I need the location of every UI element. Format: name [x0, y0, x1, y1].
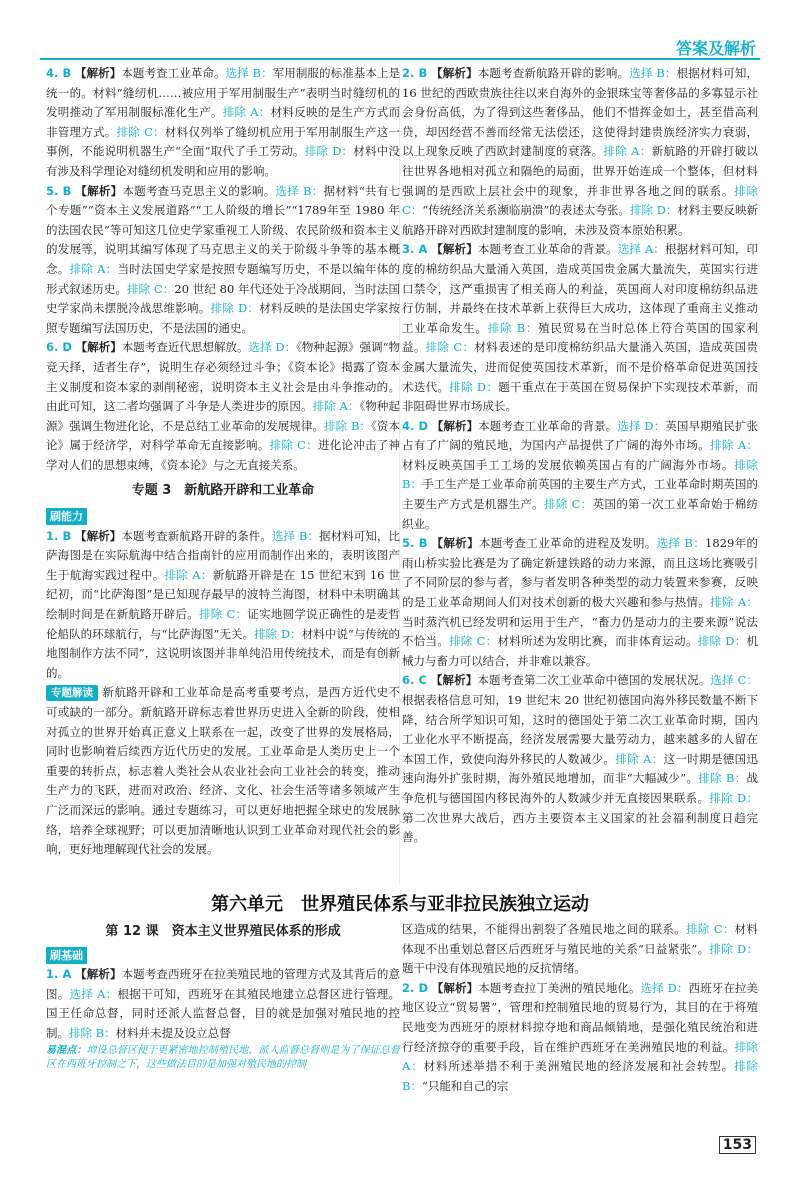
- exclude-marker: 排除 A：: [222, 105, 271, 120]
- answer-text: 英国早期殖民扩张占有了广阔的殖民地，为国内产品提供了广阔的海外市场。: [402, 418, 759, 453]
- analysis-tag: 【解析】: [74, 528, 122, 543]
- exclude-marker: 排除 A：: [164, 567, 213, 582]
- exclude-marker: 排除 C：: [425, 340, 475, 355]
- exclude-marker: 排除 C：: [127, 281, 175, 296]
- choice-marker: 选择 B：: [275, 183, 324, 198]
- topic-note-label: 专题解读: [46, 685, 98, 701]
- answer-text: 20 世纪 80 年代还处于冷战期间，当时法国史学家尚未摆脱冷战思维影响。: [46, 281, 401, 316]
- answer-text: 殖民贸易在当时总体上符合英国的国家利益。: [402, 320, 759, 355]
- answer-text: 题干中没有体现殖民地的反抗情绪。: [402, 961, 586, 976]
- answer-text: 根据干可知，西班牙在其殖民地建立总督区进行管理。国王任命总督，同时还派人监督总督，目的就是加强对殖民地的控制。: [46, 986, 401, 1040]
- exclude-marker: 排除 B：: [69, 1025, 116, 1040]
- answer-number: 5. B: [46, 183, 72, 198]
- exclude-marker: 排除 A：: [402, 1039, 759, 1074]
- answer-text: 本题考查工业革命的进程及发明。: [478, 536, 657, 551]
- exclude-marker: 排除 A：: [615, 751, 664, 766]
- answer-number: 6. D: [46, 340, 72, 355]
- left-answer-list: [46, 64, 400, 475]
- handwritten-note: [46, 1044, 400, 1072]
- exclude-marker: 排除 D：: [449, 379, 499, 394]
- answer-item: [46, 338, 400, 475]
- ability-answer: [46, 527, 400, 684]
- analysis-tag: 【解析】: [431, 980, 479, 995]
- answer-item: [402, 64, 758, 240]
- answer-text: 题干重点在于英国在贸易保护下实现技术革新，而非阻碍世界市场成长。: [402, 379, 758, 414]
- answer-number: 6. C: [402, 673, 427, 688]
- ability-label: 刷能力: [46, 508, 87, 525]
- analysis-tag: 【解析】: [75, 340, 122, 355]
- answer-text: 材料反映的是法国史学家按照专题编写法国历史，不是法国的通史。: [46, 301, 401, 335]
- ability-header: [46, 507, 400, 527]
- answer-text: 1829年的雨山桥实验比赛是为了确定新建铁路的动力来源，而且这场比赛吸引了不同阶层的参与者，参与者发明各种类型的动力装置来参赛，反映的是工业革命期间人们对技术创新的极大兴趣和参与热情。: [402, 536, 759, 610]
- header-rule: [40, 58, 760, 60]
- exclude-marker: 排除 D：: [709, 941, 758, 956]
- answer-text: 本题考查工业革命的背景。: [478, 418, 618, 433]
- handwritten-note-label: 易混点：: [46, 1044, 87, 1056]
- answer-item: [46, 64, 400, 182]
- answer-text: 材料仅列举了缝纫机应用于军用制服生产这一事例，不能说明机器生产“全面”取代了手工劳动。: [46, 124, 400, 159]
- answer-text: 当时法国史学家是按照专题编写历史，不是以编年体的形式叙述历史。: [46, 261, 401, 296]
- analysis-tag: 【解析】: [431, 418, 479, 433]
- basic-answer-1: [46, 965, 400, 1043]
- topic-note: [46, 683, 400, 859]
- answer-number: 3. A: [402, 242, 428, 257]
- exclude-marker: 排除 C：: [686, 922, 735, 936]
- answer-text: 本题考查工业革命。: [121, 66, 226, 80]
- continued-answer: [402, 920, 758, 979]
- exclude-marker: 排除 A：: [710, 438, 758, 453]
- answer-text: 新航路的开辟打破以往世界各地相对孤立和隔绝的局面，世界开始连成一个整体，但材料强调的是西欧上层社会中的现象，并非世界各地之间的联系。: [402, 144, 758, 198]
- answer-text: 进化论冲击了神学对人们的思想束缚，《资本论》与之无直接关系。: [46, 438, 400, 472]
- choice-marker: 选择 B：: [629, 66, 677, 80]
- choice-marker: 选择 B：: [656, 536, 706, 551]
- answer-text: 本题考查拉丁美洲的殖民地化。: [478, 980, 641, 995]
- answer-text: 材料主要反映新航路开辟对西欧封建制度的影响，未涉及资本原始积累。: [402, 203, 758, 237]
- answer-text: 《物种起源》强调生物进化论，不是总结工业革命的发展规律。: [46, 399, 401, 433]
- answer-text: 材料所述举措不利于美洲殖民地的经济发展和社会转型。: [423, 1059, 735, 1074]
- exclude-marker: 排除 C：: [544, 497, 593, 512]
- page-number: 153: [719, 1136, 756, 1154]
- answer-text: 证实地圆学说正确性的是麦哲伦船队的环球航行，与“比萨海图”无关。: [46, 607, 400, 641]
- answer-number: 2. B: [402, 66, 428, 80]
- exclude-marker: 排除 C：: [198, 607, 248, 622]
- answer-item: [402, 240, 758, 416]
- exclude-marker: 排除 B：: [324, 418, 372, 433]
- answer-item: [402, 534, 758, 671]
- basic-header: [46, 946, 400, 966]
- analysis-tag: 【解析】: [74, 66, 122, 80]
- answer-text: 材料体现不出重划总督区后西班牙与殖民地的关系“日益紧张”。: [402, 922, 759, 956]
- exclude-marker: 排除 D：: [254, 626, 302, 641]
- handwritten-note-text: 增设总督区便于更紧密地控制殖民地，派人监督总督则是为了保证总督区在西班牙控制之下，这些做法目的是加强对殖民地的控制: [46, 1044, 401, 1070]
- choice-marker: 选择 D：: [248, 340, 297, 355]
- exclude-marker: 排除 A：: [312, 399, 360, 414]
- choice-marker: 选择 D：: [617, 418, 666, 433]
- exclude-marker: 排除 A：: [603, 144, 652, 159]
- answer-text: 材料并未提及设立总督: [115, 1025, 231, 1040]
- answer-text: 材料反映的是生产方式而非管理方式。: [46, 105, 400, 139]
- exclude-marker: 排除 A：: [710, 595, 758, 610]
- header: [0, 0, 800, 58]
- answer-number: 4. D: [402, 418, 429, 433]
- basic-answer-2: [402, 979, 758, 1097]
- exclude-marker: 排除 D：: [210, 301, 260, 316]
- answer-text: 根据材料可知，印度的棉纺织品大量涌入英国，造成英国贵金属大量流失，英国实行进口禁令，这严重损害了相关商人的利益，英国商人对印度棉纺织品进行仿制，并最终在技术革新上获得巨大成功，这体现了重商主义推动工业革命发生。: [402, 242, 759, 335]
- answer-item: [402, 671, 758, 847]
- analysis-tag: 【解析】: [431, 66, 478, 80]
- answer-text: 材料表述的是印度棉纺织品大量涌入英国，造成英国贵金属大量流失，进而促使英国技术革新，而不是价格革命促进英国技术迭代。: [402, 340, 759, 394]
- bottom-right-column: [402, 920, 758, 1096]
- answer-number: 2. D: [402, 980, 429, 995]
- choice-marker: 选择 C：: [710, 673, 758, 688]
- answer-text: 机械力与畜力可以结合，并非难以兼容。: [402, 634, 759, 668]
- exclude-marker: 排除 B：: [402, 1059, 758, 1093]
- answer-text: 当时蒸汽机已经发明和运用于生产，“畜力仍是动力的主要来源”说法不恰当。: [402, 614, 758, 649]
- choice-marker: 选择 A：: [69, 986, 118, 1001]
- answer-text: 英国的第一次工业革命始于棉纺织业。: [402, 497, 759, 531]
- answer-text: 根据材料可知，16 世纪的西欧贵族往往以来自海外的金银珠宝等奢侈品的多寡显示社会身份高低，为了得到这些奢侈品，他们不惜挥金如土，甚至借高利贷，却因经营不善而经常无法偿还，这使得封建贵族经济实力衰弱，以上现象反映了西欧封建制度的衰落。: [402, 66, 759, 159]
- exclude-marker: 排除 D：: [304, 144, 354, 159]
- answer-text: 本题考查新航路开辟的条件。: [121, 528, 272, 543]
- answer-text: 新航路开辟是在 15 世纪末到 16 世纪初，而“比萨海图”是已知现存最早的波特兰海图，材料中未明确其绘制时间是在新航路开辟后。: [46, 567, 400, 622]
- choice-marker: 选择 B：: [271, 528, 320, 543]
- choice-marker: 选择 B：: [225, 66, 273, 80]
- exclude-marker: 排除 C：: [116, 124, 165, 139]
- choice-marker: 选择 D：: [640, 980, 689, 995]
- topic-note-text: 新航路开辟和工业革命是高考重要考点，是西方近代史不可或缺的一部分。新航路开辟标志着世界历史进入全新的阶段，使相对孤立的世界开始真正意义上联系在一起，改变了世界的发展格局，同时也影响着后续西方近代历史的发展。工业革命是人类历史上一个重要的转折点，标志着人类社会从农业社会向工业社会的转变，推动生产力的飞跃，进而对政治、经济、文化、社会生活等诸多领域产生广泛而深远的影响。通过专题练习，可以更好地把握全球史的发展脉络，培养全球视野；可以更加清晰地认识到工业革命对现代社会的影响，更好地理解现代社会的发展。: [46, 685, 400, 857]
- analysis-tag: 【解析】: [75, 183, 123, 198]
- answer-text: 材料所述为发明比赛，而非体育运动。: [497, 634, 698, 649]
- answer-text: 据材料“共有七个专题”“资本主义发展道路”“工人阶级的增长”“1789年至 1980 年的法国农民”等可知这几位史学家重视工人阶级、农民阶级和资本主义的发展等，说明其编写体现了马克思主义的关于阶级斗争等的基本概念。: [46, 183, 401, 276]
- answer-text: 本题考查近代思想解放。: [121, 340, 249, 355]
- right-answer-list: [402, 64, 758, 848]
- analysis-tag: 【解析】: [430, 673, 478, 688]
- answer-text: 西班牙在拉美地区设立“贸易署”，管理和控制殖民地的贸易行为，其目的在于将殖民地变为西班牙的原材料掠夺地和商品倾销地，是强化殖民统治和进行经济掠夺的重要手段，旨在维护西班牙在美洲殖民地的利益。: [402, 980, 759, 1054]
- analysis-tag: 【解析】: [75, 967, 122, 982]
- answer-item: [46, 182, 400, 339]
- analysis-tag: 【解析】: [431, 536, 479, 551]
- exclude-marker: 排除 B：: [487, 320, 539, 335]
- answer-text: 第二次世界大战后，西方主要资本主义国家的社会福利制度日趋完善。: [402, 810, 758, 845]
- choice-marker: 选择 A：: [617, 242, 665, 257]
- answer-text: 区造成的结果，不能得出割裂了各殖民地之间的联系。: [402, 922, 687, 936]
- exclude-marker: 排除 C：: [449, 634, 498, 649]
- bottom-left-column: [46, 920, 400, 1072]
- answer-text: 本题考查西班牙在拉美殖民地的管理方式及其背后的意图。: [46, 967, 401, 1001]
- answer-text: 本题考查工业革命的背景。: [477, 242, 618, 257]
- answer-text: 材料反映英国手工工场的发展依赖英国占有的广阔海外市场。: [402, 457, 735, 472]
- answer-text: 本题考查马克思主义的影响。: [122, 183, 276, 198]
- answer-text: 材料中没有涉及科学理论对缝纫机发明和应用的影响。: [46, 144, 400, 178]
- exclude-marker: 排除 A：: [69, 261, 118, 276]
- page-header-title: 答案及解析: [675, 39, 756, 58]
- answer-text: 军用制服的标准基本上是统一的。材料“缝纫机……被应用于军用制服生产”表明当时缝纫机的发明推动了军用制服标准化生产。: [46, 66, 401, 120]
- unit-title: 第六单元 世界殖民体系与亚非拉民族独立运动: [211, 894, 589, 915]
- answer-text: “只能和自己的宗: [421, 1078, 509, 1093]
- analysis-tag: 【解析】: [431, 242, 478, 257]
- exclude-marker: 排除 B：: [402, 457, 759, 492]
- basic-label: 刷基础: [46, 947, 87, 964]
- answer-number: 1. B: [46, 528, 72, 543]
- answer-number: 1. A: [46, 967, 72, 982]
- exclude-marker: 排除 D：: [709, 790, 758, 805]
- answer-text: 战争危机与德国国内移民海外的人数减少并无直接因果联系。: [402, 771, 758, 805]
- answer-text: “传统经济关系濒临崩溃”的表述太夸张。: [422, 203, 630, 218]
- answer-text: 本题考查新航路开辟的影响。: [477, 66, 630, 80]
- exclude-marker: 排除 D：: [697, 634, 747, 649]
- right-column: [402, 64, 758, 848]
- lesson-title: 第 12 课 资本主义世界殖民体系的形成: [105, 924, 341, 939]
- answer-text: 《物种起源》强调“物竞天择，适者生存”，说明生存必须经过斗争；《资本论》揭露了资本主义制度和资本家的剥削秘密，说明资本主义社会是由斗争推动的。由此可知，这二者均强调了斗争是人类进步的原因。: [46, 340, 401, 414]
- exclude-marker: 排除 C：: [269, 438, 318, 453]
- exclude-marker: 排除 C：: [402, 183, 759, 218]
- answer-number: 5. B: [402, 536, 428, 551]
- exclude-marker: 排除 D：: [629, 203, 678, 218]
- left-column: [46, 64, 400, 860]
- answer-text: 手工生产是工业革命前英国的主要生产方式，工业革命时期英国的主要生产方式是机器生产。: [402, 477, 758, 512]
- answer-text: 材料中说“与传统的地图制作方法不同”，这说明该图并非单纯沿用传统技术，而是有创新的。: [46, 626, 400, 680]
- section-title: 专题 3 新航路开辟和工业革命: [131, 483, 315, 499]
- exclude-marker: 排除 B：: [698, 771, 747, 786]
- answer-item: [46, 527, 400, 684]
- answer-text: 这一时期是德国迅速向海外扩张时期，海外殖民地增加，而非“大幅减少”。: [402, 751, 759, 786]
- answer-text: 据材料可知，比萨海图是在实际航海中结合指南针的应用而制作出来的，表明该图产生于航海实践过程中。: [46, 528, 401, 582]
- answer-text: 本题考查第二次工业革命中德国的发展状况。: [477, 673, 711, 688]
- answer-text: 《资本论》属于经济学，对科学革命无直接影响。: [46, 418, 401, 453]
- answer-number: 4. B: [46, 66, 72, 80]
- answer-item: [402, 417, 758, 535]
- answer-text: 根据表格信息可知，19 世纪末 20 世纪初德国向海外移民数量不断下降，结合所学知识可知，这时的德国处于第二次工业革命时期，国内工业化水平不断提高，经济发展需要大量劳动力，越来越多的人留在本国工作，致使向海外移民的人数减少。: [402, 693, 758, 766]
